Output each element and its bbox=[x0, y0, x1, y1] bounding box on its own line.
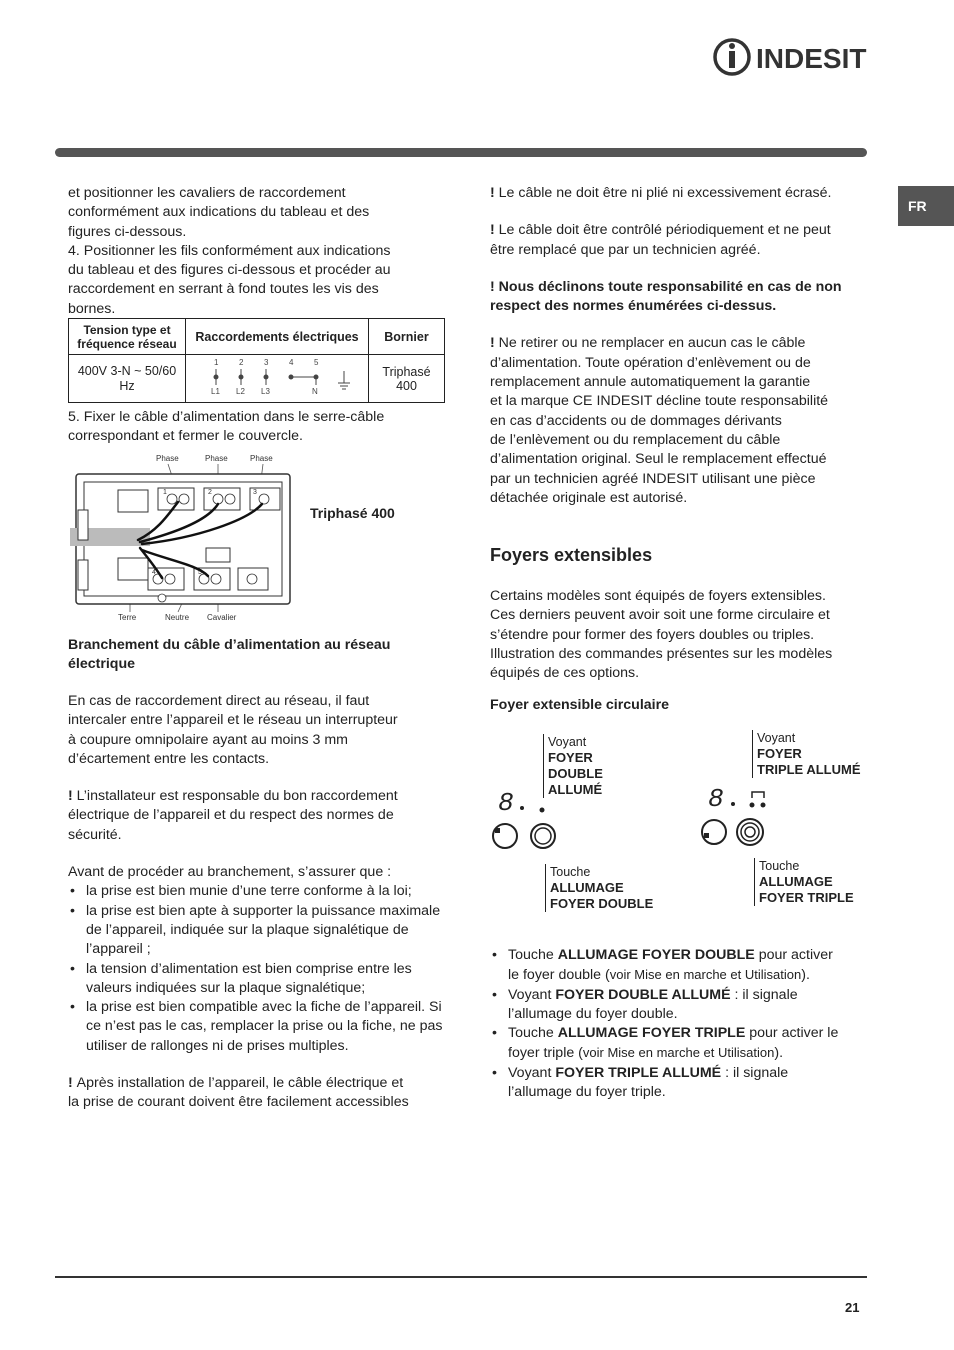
text-line: raccordement en serrant à fond toutes les vis des bbox=[68, 281, 379, 298]
text-line: la prise de courant doivent être facilement accessibles bbox=[68, 1094, 409, 1111]
warning-mark: ! bbox=[490, 222, 499, 239]
terminal-block-illustration bbox=[68, 450, 308, 630]
branchement-title: Branchement du câble d’alimentation au réseau électrique bbox=[68, 637, 391, 673]
terminal-number: 4 bbox=[289, 358, 294, 367]
header-bar bbox=[55, 148, 867, 157]
terminal-number: 2 bbox=[208, 489, 212, 496]
terminal-schematic bbox=[192, 357, 362, 397]
list-item: • Voyant FOYER DOUBLE ALLUMÉ : il signale l’allumage du foyer double. bbox=[490, 986, 875, 1025]
terminal-diagram bbox=[186, 355, 369, 403]
table-header-tension: Tension type et fréquence réseau bbox=[69, 319, 186, 355]
text-line: Ces derniers peuvent avoir soit une forme circulaire et bbox=[490, 607, 830, 624]
hob-select-key-icon[interactable] bbox=[702, 820, 726, 844]
label-line: DOUBLE bbox=[548, 766, 603, 781]
step5-text bbox=[68, 408, 458, 447]
control-panel-illustration bbox=[490, 730, 870, 920]
checklist bbox=[68, 882, 458, 1056]
indesit-logo bbox=[712, 36, 872, 78]
text-line: d’alimentation original. Seul le remplacement effectué bbox=[490, 451, 827, 468]
wiring-diagram bbox=[68, 450, 308, 630]
phase-label: Phase bbox=[156, 454, 179, 463]
text-line: d’écartement entre les contacts. bbox=[68, 750, 270, 767]
hob-select-key-icon[interactable] bbox=[493, 824, 517, 848]
warning-mark: ! bbox=[490, 185, 499, 201]
label-line: FOYER bbox=[548, 750, 593, 765]
warning-2 bbox=[490, 221, 875, 240]
list-item: • la prise est bien apte à supporter la puissance maximale de l’appareil, indiquée sur la plaque signalétique de l’appareil ; bbox=[68, 902, 458, 960]
diagram-caption: Triphasé 400 bbox=[310, 505, 395, 521]
bullet-list bbox=[490, 946, 875, 1102]
label-line: FOYER DOUBLE bbox=[550, 896, 654, 911]
text-line: détachée originale est autorisé. bbox=[490, 489, 688, 506]
direct-connection-text bbox=[68, 692, 458, 1113]
connection-table bbox=[68, 318, 445, 403]
label-line: TRIPLE ALLUMÉ bbox=[757, 762, 861, 777]
text-line: par un technicien agréé INDESIT utilisant une pièce bbox=[490, 470, 816, 487]
warning-mark: ! bbox=[490, 278, 499, 295]
terminal-number: 4 bbox=[152, 569, 156, 576]
warning-1 bbox=[490, 184, 875, 203]
text-line: 5. Fixer le câble d’alimentation dans le serre-câble bbox=[68, 409, 385, 425]
installer-paragraph bbox=[68, 787, 458, 806]
table-cell-bornier: Triphasé 400 bbox=[369, 355, 445, 403]
text-line: Après installation de l’appareil, le câble électrique et bbox=[76, 1075, 404, 1092]
text-line: sécurité. bbox=[68, 826, 122, 843]
text-line: correspondant et fermer le couvercle. bbox=[68, 428, 303, 445]
warning-mark: ! bbox=[68, 1075, 77, 1092]
led-dot bbox=[731, 802, 735, 806]
text-line: et positionner les cavaliers de raccordement bbox=[68, 185, 346, 201]
label-line: Voyant bbox=[548, 735, 587, 749]
terminal-number: 3 bbox=[253, 489, 257, 496]
terminal-number: 1 bbox=[163, 489, 167, 496]
indesit-logo-icon bbox=[712, 36, 872, 78]
controls-list bbox=[490, 946, 875, 1102]
warning-4 bbox=[490, 334, 875, 353]
control-symbols bbox=[490, 730, 870, 920]
warnings-text bbox=[490, 184, 875, 508]
list-item: • la prise est bien compatible avec la fiche de l’appareil. Si ce n’est pas le cas, remplacer la prise ou la fiche, ne pas utiliser de rallonges ni de prises multiples. bbox=[68, 998, 458, 1056]
text-line: être remplacé que par un technicien agréé. bbox=[490, 241, 761, 258]
terminal-label: L2 bbox=[236, 387, 245, 396]
seven-segment-display: 8 bbox=[498, 788, 514, 818]
bottom-label: Neutre bbox=[165, 613, 190, 622]
terminal-number: 3 bbox=[264, 358, 269, 367]
text-line: équipés de ces options. bbox=[490, 665, 640, 682]
bottom-label: Terre bbox=[118, 613, 137, 622]
list-item: • Touche ALLUMAGE FOYER DOUBLE pour activer le foyer double (voir Mise en marche et Utilisation). bbox=[490, 946, 875, 986]
text-line: électrique de l’appareil et du respect des normes de bbox=[68, 807, 394, 824]
warning-mark: ! bbox=[490, 335, 499, 352]
warning-mark: ! bbox=[68, 788, 77, 805]
label-line: ALLUMÉ bbox=[548, 782, 603, 797]
text-line: à coupure omnipolaire ayant au moins 3 mm bbox=[68, 731, 348, 748]
terminal-number: 5 bbox=[314, 358, 319, 367]
language-tab: FR bbox=[898, 186, 954, 226]
led-dot bbox=[520, 806, 524, 810]
section-title: Foyers extensibles bbox=[490, 545, 653, 565]
list-item: • Voyant FOYER TRIPLE ALLUMÉ : il signale l’allumage du foyer triple. bbox=[490, 1064, 875, 1103]
triple-zone-led-icon bbox=[761, 803, 766, 808]
after-paragraph bbox=[68, 1074, 458, 1093]
label-line: Touche bbox=[759, 859, 800, 873]
seven-segment-display: 8 bbox=[708, 784, 724, 814]
double-zone-led-icon bbox=[540, 808, 545, 813]
table-cell-tension: 400V 3-N ~ 50/60 Hz bbox=[69, 355, 186, 403]
text-line: de l’enlèvement ou du remplacement du câble bbox=[490, 431, 781, 448]
intro-text bbox=[68, 184, 458, 319]
label-line: ALLUMAGE bbox=[550, 880, 624, 895]
logo-text: INDESIT bbox=[756, 43, 867, 74]
bottom-label: Cavalier bbox=[207, 613, 237, 622]
phase-label: Phase bbox=[250, 454, 273, 463]
list-item: • la prise est bien munie d’une terre conforme à la loi; bbox=[68, 882, 458, 901]
label-line: Touche bbox=[550, 865, 591, 879]
list-item: • la tension d’alimentation est bien comprise entre les valeurs indiquées sur la plaque signalétique; bbox=[68, 960, 458, 999]
section-text bbox=[490, 587, 875, 683]
text-line: Illustration des commandes présentes sur les modèles bbox=[490, 645, 833, 662]
label-line: Voyant bbox=[757, 731, 796, 745]
text-line: intercaler entre l’appareil et le réseau un interrupteur bbox=[68, 712, 398, 729]
page-number: 21 bbox=[845, 1300, 860, 1315]
text-line: 4. Positionner les fils conformément aux indications bbox=[68, 242, 391, 259]
terminal-number: 2 bbox=[239, 358, 244, 367]
terminal-label: L3 bbox=[261, 387, 270, 396]
text-line: Le câble doit être contrôlé périodiquement et ne peut bbox=[498, 222, 831, 239]
label-line: FOYER TRIPLE bbox=[759, 890, 854, 905]
terminal-label: N bbox=[312, 387, 318, 396]
terminal-number: 5 bbox=[198, 569, 202, 576]
triple-zone-led-icon bbox=[750, 803, 755, 808]
text-line: Le câble ne doit être ni plié ni excessivement écrasé. bbox=[498, 185, 832, 201]
text-line: respect des normes énumérées ci-dessus. bbox=[490, 298, 777, 315]
text-line: en cas d’accidents ou de dommages dérivants bbox=[490, 412, 782, 429]
text-line: bornes. bbox=[68, 300, 116, 317]
list-item: • Touche ALLUMAGE FOYER TRIPLE pour activer le foyer triple (voir Mise en marche et Utilisation). bbox=[490, 1024, 875, 1064]
label-line: ALLUMAGE bbox=[759, 874, 833, 889]
text-line: d’alimentation. Toute opération d’enlèvement ou de bbox=[490, 354, 811, 371]
text-line: L’installateur est responsable du bon raccordement bbox=[76, 788, 398, 805]
text-line: du tableau et des figures ci-dessous et procéder au bbox=[68, 262, 391, 279]
text-line: figures ci-dessous. bbox=[68, 223, 187, 240]
subsection-title: Foyer extensible circulaire bbox=[490, 697, 670, 713]
terminal-number: 1 bbox=[214, 358, 219, 367]
text-line: et la marque CE INDESIT décline toute responsabilité bbox=[490, 393, 829, 410]
text-line: s’étendre pour former des foyers doubles ou triples. bbox=[490, 626, 815, 643]
before-intro: Avant de procéder au branchement, s’assurer que : bbox=[68, 864, 392, 881]
table-header-bornier: Bornier bbox=[369, 319, 445, 355]
text-line: conformément aux indications du tableau et des bbox=[68, 204, 370, 221]
phase-label: Phase bbox=[205, 454, 228, 463]
terminal-label: L1 bbox=[211, 387, 220, 396]
table-header-raccordements: Raccordements électriques bbox=[186, 319, 369, 355]
label-line: FOYER bbox=[757, 746, 802, 761]
text-line: Nous déclinons toute responsabilité en cas de non bbox=[498, 278, 842, 295]
footer-bar bbox=[55, 1276, 867, 1278]
text-line: Certains modèles sont équipés de foyers extensibles. bbox=[490, 588, 826, 604]
text-line: Ne retirer ou ne remplacer en aucun cas le câble bbox=[498, 335, 806, 352]
text-line: remplacement annule automatiquement la garantie bbox=[490, 374, 811, 391]
text-line: En cas de raccordement direct au réseau, il faut bbox=[68, 693, 370, 709]
warning-3 bbox=[490, 278, 875, 297]
